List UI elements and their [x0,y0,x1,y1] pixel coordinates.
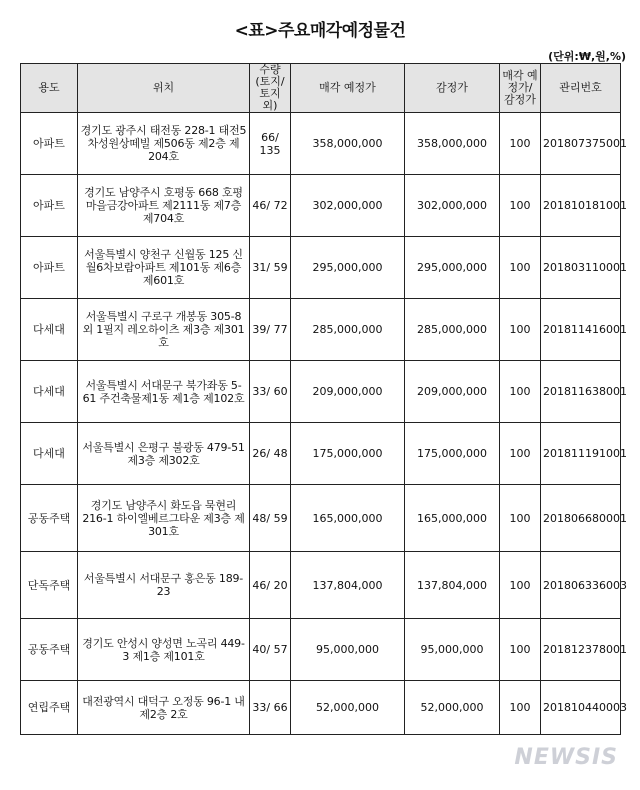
unit-note: (단위:₩,원,%) [548,50,626,63]
cell-manage-no: 201803110001 [541,237,621,299]
table-row [21,175,621,237]
cell-ratio: 100 [500,681,541,735]
cell-price: 52,000,000 [291,681,405,735]
cell-price: 137,804,000 [291,552,405,619]
newsis-watermark: NEWSIS [514,745,618,770]
cell-ratio: 100 [500,237,541,299]
cell-appraisal: 302,000,000 [405,175,500,237]
cell-price: 285,000,000 [291,299,405,361]
cell-ratio: 100 [500,361,541,423]
cell-appraisal: 165,000,000 [405,485,500,552]
table-row [21,299,621,361]
cell-manage-no: 201806680001 [541,485,621,552]
cell-location: 서울특별시 은평구 불광동 479-51 제3층 제302호 [78,423,250,485]
table-row [21,485,621,552]
cell-use: 아파트 [21,175,78,237]
cell-quantity: 46/ 20 [250,552,291,619]
cell-quantity: 26/ 48 [250,423,291,485]
cell-quantity: 40/ 57 [250,619,291,681]
cell-use: 아파트 [21,113,78,175]
cell-use: 공동주택 [21,485,78,552]
cell-location: 서울특별시 서대문구 홍은동 189-23 [78,552,250,619]
cell-use: 다세대 [21,299,78,361]
cell-appraisal: 358,000,000 [405,113,500,175]
cell-price: 95,000,000 [291,619,405,681]
table-row [21,681,621,735]
table-title: <표>주요매각예정물건 [234,21,406,41]
cell-location: 경기도 광주시 태전동 228-1 태전5차성원상떼빌 제506동 제2층 제204호 [78,113,250,175]
cell-appraisal: 175,000,000 [405,423,500,485]
cell-manage-no: 201810181001 [541,175,621,237]
property-table [20,63,627,735]
cell-location: 서울특별시 양천구 신월동 125 신월6차보람아파트 제101동 제6층 제601호 [78,237,250,299]
cell-manage-no: 201810440003 [541,681,621,735]
cell-location: 경기도 안성시 양성면 노곡리 449-3 제1층 제101호 [78,619,250,681]
cell-ratio: 100 [500,175,541,237]
cell-manage-no: 201811638001 [541,361,621,423]
cell-manage-no: 201811191001 [541,423,621,485]
header-quantity: 수량 (토지/ 토지외) [250,64,291,113]
cell-manage-no: 201806336003 [541,552,621,619]
cell-appraisal: 209,000,000 [405,361,500,423]
table-row [21,552,621,619]
cell-appraisal: 285,000,000 [405,299,500,361]
table-row [21,113,621,175]
table-row [21,423,621,485]
table-row [21,237,621,299]
cell-price: 165,000,000 [291,485,405,552]
cell-quantity: 31/ 59 [250,237,291,299]
cell-quantity: 33/ 66 [250,681,291,735]
cell-use: 다세대 [21,361,78,423]
cell-manage-no: 201812378001 [541,619,621,681]
cell-use: 단독주택 [21,552,78,619]
header-manage-no: 관리번호 [541,64,621,113]
cell-manage-no: 201811416001 [541,299,621,361]
cell-appraisal: 295,000,000 [405,237,500,299]
cell-price: 295,000,000 [291,237,405,299]
header-price: 매각 예정가 [291,64,405,113]
cell-quantity: 48/ 59 [250,485,291,552]
cell-use: 아파트 [21,237,78,299]
cell-manage-no: 201807375001 [541,113,621,175]
cell-location: 서울특별시 구로구 개봉동 305-8 외 1필지 레오하이츠 제3층 제301호 [78,299,250,361]
cell-ratio: 100 [500,552,541,619]
header-ratio: 매각 예정가/ 감정가 [500,64,541,113]
cell-price: 302,000,000 [291,175,405,237]
cell-location: 경기도 남양주시 호평동 668 호평마을금강아파트 제2111동 제7층 제704호 [78,175,250,237]
cell-quantity: 33/ 60 [250,361,291,423]
cell-quantity: 39/ 77 [250,299,291,361]
cell-appraisal: 137,804,000 [405,552,500,619]
table-row [21,619,621,681]
cell-price: 209,000,000 [291,361,405,423]
cell-ratio: 100 [500,619,541,681]
cell-ratio: 100 [500,113,541,175]
cell-appraisal: 52,000,000 [405,681,500,735]
cell-use: 공동주택 [21,619,78,681]
table-row [21,361,621,423]
cell-appraisal: 95,000,000 [405,619,500,681]
cell-price: 175,000,000 [291,423,405,485]
header-appraisal: 감정가 [405,64,500,113]
cell-price: 358,000,000 [291,113,405,175]
header-use: 용도 [21,64,78,113]
cell-use: 다세대 [21,423,78,485]
cell-quantity: 46/ 72 [250,175,291,237]
header-row [21,64,621,113]
cell-quantity: 66/ 135 [250,113,291,175]
cell-use: 연립주택 [21,681,78,735]
header-location: 위치 [78,64,250,113]
cell-ratio: 100 [500,485,541,552]
cell-ratio: 100 [500,423,541,485]
cell-location: 대전광역시 대덕구 오정동 96-1 내제2층 2호 [78,681,250,735]
cell-location: 서울특별시 서대문구 북가좌동 5-61 주건축물제1동 제1층 제102호 [78,361,250,423]
cell-ratio: 100 [500,299,541,361]
cell-location: 경기도 남양주시 화도읍 묵현리 216-1 하이엘베르그타운 제3층 제301호 [78,485,250,552]
